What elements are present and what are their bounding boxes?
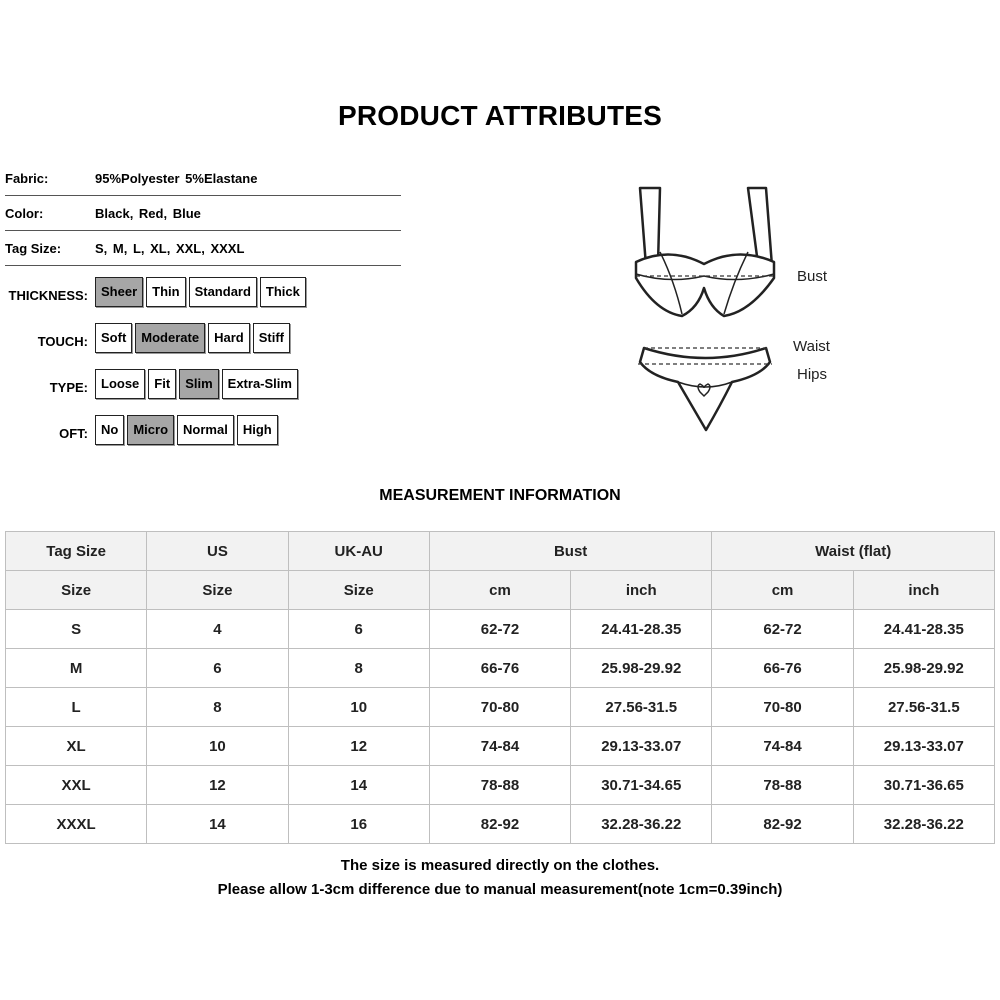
header-cell: inch <box>853 571 994 610</box>
table-row <box>6 766 995 805</box>
option-chips <box>95 277 309 307</box>
chip-moderate: Moderate <box>135 323 205 353</box>
chip-micro: Micro <box>127 415 174 445</box>
option-label: TOUCH: <box>37 333 88 349</box>
table-row <box>6 805 995 844</box>
attr-value: S, M, L, XL, XXL, XXXL <box>95 240 245 256</box>
chip-normal: Normal <box>177 415 234 445</box>
measurement-title: MEASUREMENT INFORMATION <box>379 487 621 504</box>
attr-value: Black, Red, Blue <box>95 205 201 221</box>
table-row <box>6 649 995 688</box>
size-table <box>5 531 995 844</box>
attr-value: 95%Polyester 5%Elastane <box>95 170 258 186</box>
table-row <box>6 727 995 766</box>
table-cell: 78-88 <box>429 766 570 805</box>
option-row-oft <box>0 414 281 446</box>
table-cell: 70-80 <box>712 688 853 727</box>
option-chips <box>95 369 301 399</box>
chip-loose: Loose <box>95 369 145 399</box>
header-cell: US <box>147 532 288 571</box>
table-cell: 70-80 <box>429 688 570 727</box>
header-cell: cm <box>712 571 853 610</box>
table-cell: L <box>6 688 147 727</box>
chip-fit: Fit <box>148 369 176 399</box>
attr-label: Tag Size: <box>5 240 62 256</box>
option-label: THICKNESS: <box>8 287 88 303</box>
attr-row-tag-size <box>5 231 401 266</box>
bikini-diagram <box>620 180 790 440</box>
table-cell: 24.41-28.35 <box>853 610 994 649</box>
table-cell: 27.56-31.5 <box>853 688 994 727</box>
table-cell: 27.56-31.5 <box>571 688 712 727</box>
table-cell: 25.98-29.92 <box>571 649 712 688</box>
option-chips <box>95 323 293 353</box>
chip-extra-slim: Extra-Slim <box>222 369 298 399</box>
header-cell: inch <box>571 571 712 610</box>
chip-stiff: Stiff <box>253 323 290 353</box>
table-cell: 82-92 <box>429 805 570 844</box>
table-cell: 29.13-33.07 <box>571 727 712 766</box>
header-cell: UK-AU <box>288 532 429 571</box>
table-cell: 62-72 <box>712 610 853 649</box>
option-label: OFT: <box>59 425 88 441</box>
header-cell: cm <box>429 571 570 610</box>
chip-sheer: Sheer <box>95 277 143 307</box>
header-cell: Waist (flat) <box>712 532 995 571</box>
table-cell: 12 <box>147 766 288 805</box>
option-label: TYPE: <box>49 379 88 395</box>
table-cell: 74-84 <box>712 727 853 766</box>
attr-row-color <box>5 196 401 231</box>
table-cell: 32.28-36.22 <box>571 805 712 844</box>
table-cell: 24.41-28.35 <box>571 610 712 649</box>
table-cell: 74-84 <box>429 727 570 766</box>
attr-row-fabric <box>5 161 401 196</box>
table-cell: M <box>6 649 147 688</box>
table-cell: 10 <box>288 688 429 727</box>
table-cell: 12 <box>288 727 429 766</box>
table-cell: 78-88 <box>712 766 853 805</box>
table-cell: 30.71-34.65 <box>571 766 712 805</box>
attr-label: Fabric: <box>5 170 49 186</box>
table-cell: 82-92 <box>712 805 853 844</box>
table-subheader-row <box>6 571 995 610</box>
chip-thin: Thin <box>146 277 185 307</box>
table-header-row <box>6 532 995 571</box>
chip-standard: Standard <box>189 277 257 307</box>
table-cell: 62-72 <box>429 610 570 649</box>
table-cell: 8 <box>147 688 288 727</box>
option-row-thickness <box>0 276 309 308</box>
chip-high: High <box>237 415 278 445</box>
chip-hard: Hard <box>208 323 250 353</box>
table-cell: 25.98-29.92 <box>853 649 994 688</box>
table-row <box>6 610 995 649</box>
waist-label: Waist <box>793 338 830 355</box>
table-cell: XL <box>6 727 147 766</box>
chip-soft: Soft <box>95 323 132 353</box>
table-cell: 16 <box>288 805 429 844</box>
note-line-1: The size is measured directly on the clothes. <box>340 857 660 874</box>
chip-thick: Thick <box>260 277 306 307</box>
table-cell: 66-76 <box>712 649 853 688</box>
table-cell: S <box>6 610 147 649</box>
bikini-bottom <box>640 348 770 430</box>
chip-no: No <box>95 415 124 445</box>
header-cell: Tag Size <box>6 532 147 571</box>
table-cell: XXL <box>6 766 147 805</box>
table-cell: 14 <box>288 766 429 805</box>
header-cell: Size <box>6 571 147 610</box>
page-title: PRODUCT ATTRIBUTES <box>337 100 663 131</box>
table-cell: 66-76 <box>429 649 570 688</box>
option-row-type <box>0 368 301 400</box>
hips-label: Hips <box>797 366 828 383</box>
option-row-touch <box>0 322 293 354</box>
table-cell: 29.13-33.07 <box>853 727 994 766</box>
note-line-2: Please allow 1-3cm difference due to manual measurement(note 1cm=0.39inch) <box>217 881 783 898</box>
option-chips <box>95 415 281 445</box>
bust-label: Bust <box>797 268 828 285</box>
header-cell: Bust <box>429 532 712 571</box>
table-cell: 6 <box>147 649 288 688</box>
table-cell: 32.28-36.22 <box>853 805 994 844</box>
attr-label: Color: <box>5 205 44 221</box>
chip-slim: Slim <box>179 369 218 399</box>
table-cell: 6 <box>288 610 429 649</box>
bra-top <box>636 254 774 316</box>
table-cell: 4 <box>147 610 288 649</box>
table-cell: XXXL <box>6 805 147 844</box>
table-cell: 30.71-36.65 <box>853 766 994 805</box>
table-row <box>6 688 995 727</box>
header-cell: Size <box>147 571 288 610</box>
table-cell: 10 <box>147 727 288 766</box>
table-cell: 8 <box>288 649 429 688</box>
header-cell: Size <box>288 571 429 610</box>
table-cell: 14 <box>147 805 288 844</box>
